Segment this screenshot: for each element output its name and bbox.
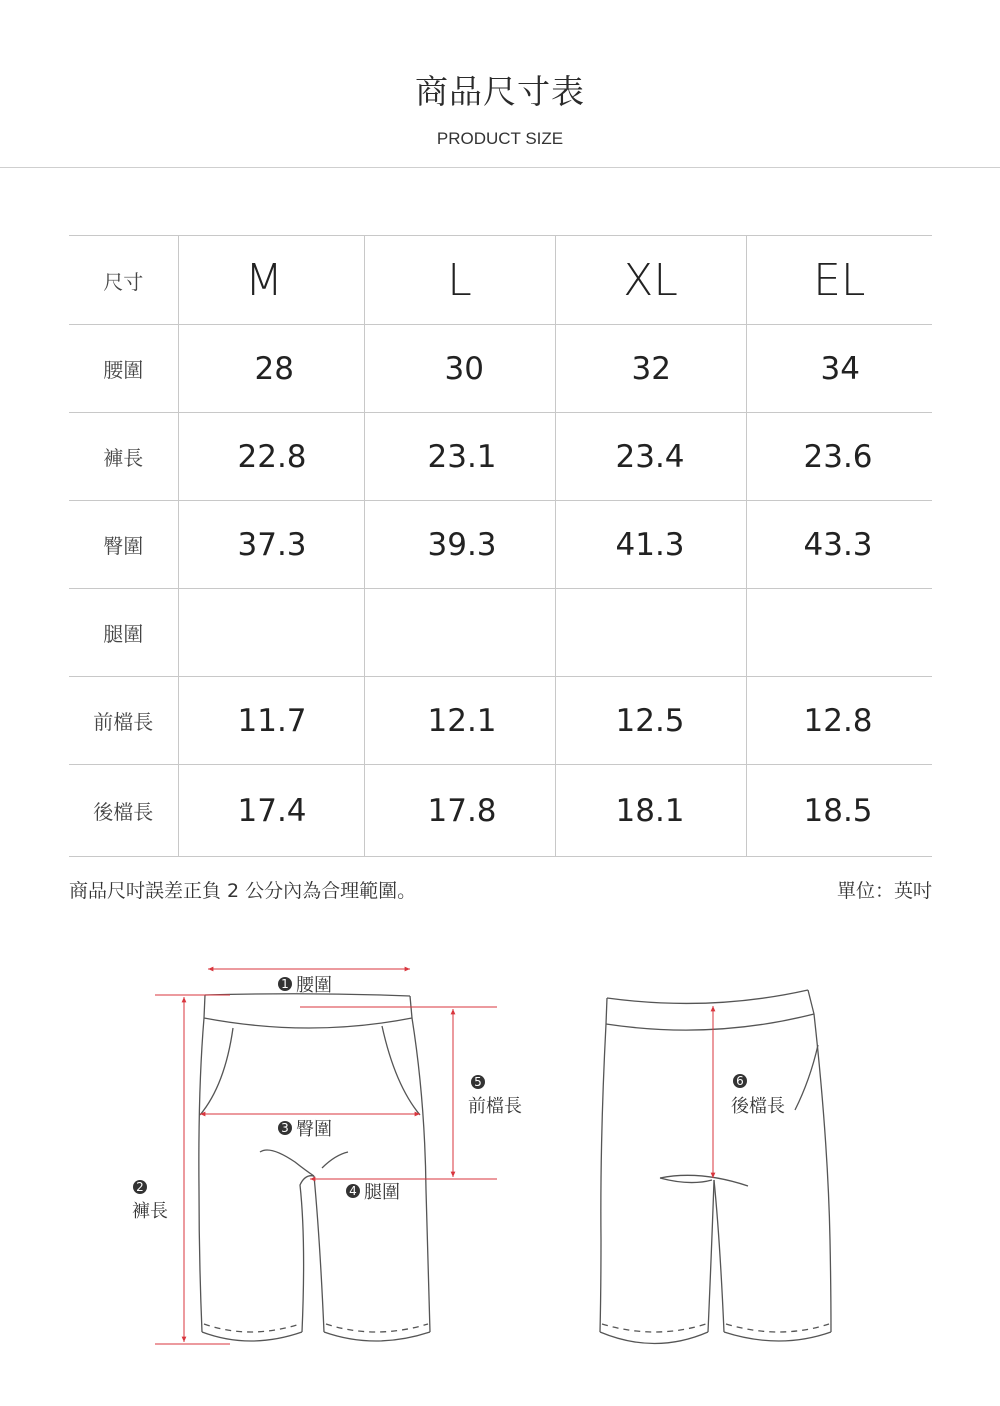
- cell: 37.3: [178, 501, 364, 589]
- table-row: [69, 325, 932, 413]
- cell: 12.8: [746, 677, 932, 765]
- table-row: [69, 501, 932, 589]
- unit-label: 單位：英吋: [836, 880, 932, 902]
- cell: 23.4: [555, 413, 746, 501]
- svg-text:5: 5: [474, 1075, 482, 1089]
- row-label: 前檔長: [69, 677, 178, 765]
- measurement-diagram: [0, 940, 1000, 1360]
- cell: [746, 589, 932, 677]
- label-hip: [278, 1119, 332, 1140]
- size-header-el: EL: [746, 236, 932, 325]
- back-shorts-outline: [600, 990, 831, 1344]
- cell: 28: [178, 325, 364, 413]
- cell: 34: [746, 325, 932, 413]
- row-label: 褲長: [69, 413, 178, 501]
- cell: [178, 589, 364, 677]
- row-label: 後檔長: [69, 765, 178, 857]
- cell: 43.3: [746, 501, 932, 589]
- cell: [364, 589, 555, 677]
- svg-text:臀圍: 臀圍: [296, 1119, 332, 1140]
- cell: 17.4: [178, 765, 364, 857]
- header-divider: [0, 167, 1000, 168]
- front-shorts-outline: [199, 994, 430, 1341]
- cell: 32: [555, 325, 746, 413]
- svg-text:腿圍: 腿圍: [364, 1182, 400, 1203]
- label-length: [132, 1180, 168, 1222]
- cell: 22.8: [178, 413, 364, 501]
- table-row: [69, 589, 932, 677]
- label-waist: [278, 975, 332, 996]
- svg-text:後檔長: 後檔長: [731, 1096, 785, 1117]
- cell: 12.1: [364, 677, 555, 765]
- label-thigh: [346, 1182, 400, 1203]
- svg-text:1: 1: [281, 977, 289, 991]
- cell: 30: [364, 325, 555, 413]
- cell: 12.5: [555, 677, 746, 765]
- cell: 11.7: [178, 677, 364, 765]
- table-row: [69, 413, 932, 501]
- label-back-rise: [731, 1074, 785, 1117]
- svg-text:6: 6: [736, 1074, 744, 1088]
- svg-text:褲長: 褲長: [132, 1201, 168, 1222]
- cell: 23.6: [746, 413, 932, 501]
- table-row: [69, 677, 932, 765]
- size-header-m: M: [178, 236, 364, 325]
- cell: 23.1: [364, 413, 555, 501]
- size-header-l: L: [364, 236, 555, 325]
- svg-text:腰圍: 腰圍: [296, 975, 332, 996]
- corner-label: 尺寸: [69, 236, 178, 325]
- table-header-row: [69, 236, 932, 325]
- svg-text:2: 2: [136, 1180, 144, 1194]
- cell: 18.5: [746, 765, 932, 857]
- cell: [555, 589, 746, 677]
- label-front-rise: [468, 1075, 522, 1117]
- tolerance-note: 商品尺吋誤差正負 2 公分內為合理範圍。: [69, 880, 417, 902]
- front-measure-lines: [155, 969, 497, 1344]
- row-label: 臀圍: [69, 501, 178, 589]
- cell: 18.1: [555, 765, 746, 857]
- page-subtitle: PRODUCT SIZE: [436, 129, 564, 148]
- svg-text:4: 4: [349, 1184, 357, 1198]
- svg-text:前檔長: 前檔長: [468, 1096, 522, 1117]
- size-table: [69, 235, 932, 857]
- cell: 17.8: [364, 765, 555, 857]
- row-label: 腿圍: [69, 589, 178, 677]
- svg-text:3: 3: [281, 1121, 289, 1135]
- row-label: 腰圍: [69, 325, 178, 413]
- page-title: 商品尺寸表: [415, 72, 585, 111]
- cell: 41.3: [555, 501, 746, 589]
- table-row: [69, 765, 932, 857]
- cell: 39.3: [364, 501, 555, 589]
- size-header-xl: XL: [555, 236, 746, 325]
